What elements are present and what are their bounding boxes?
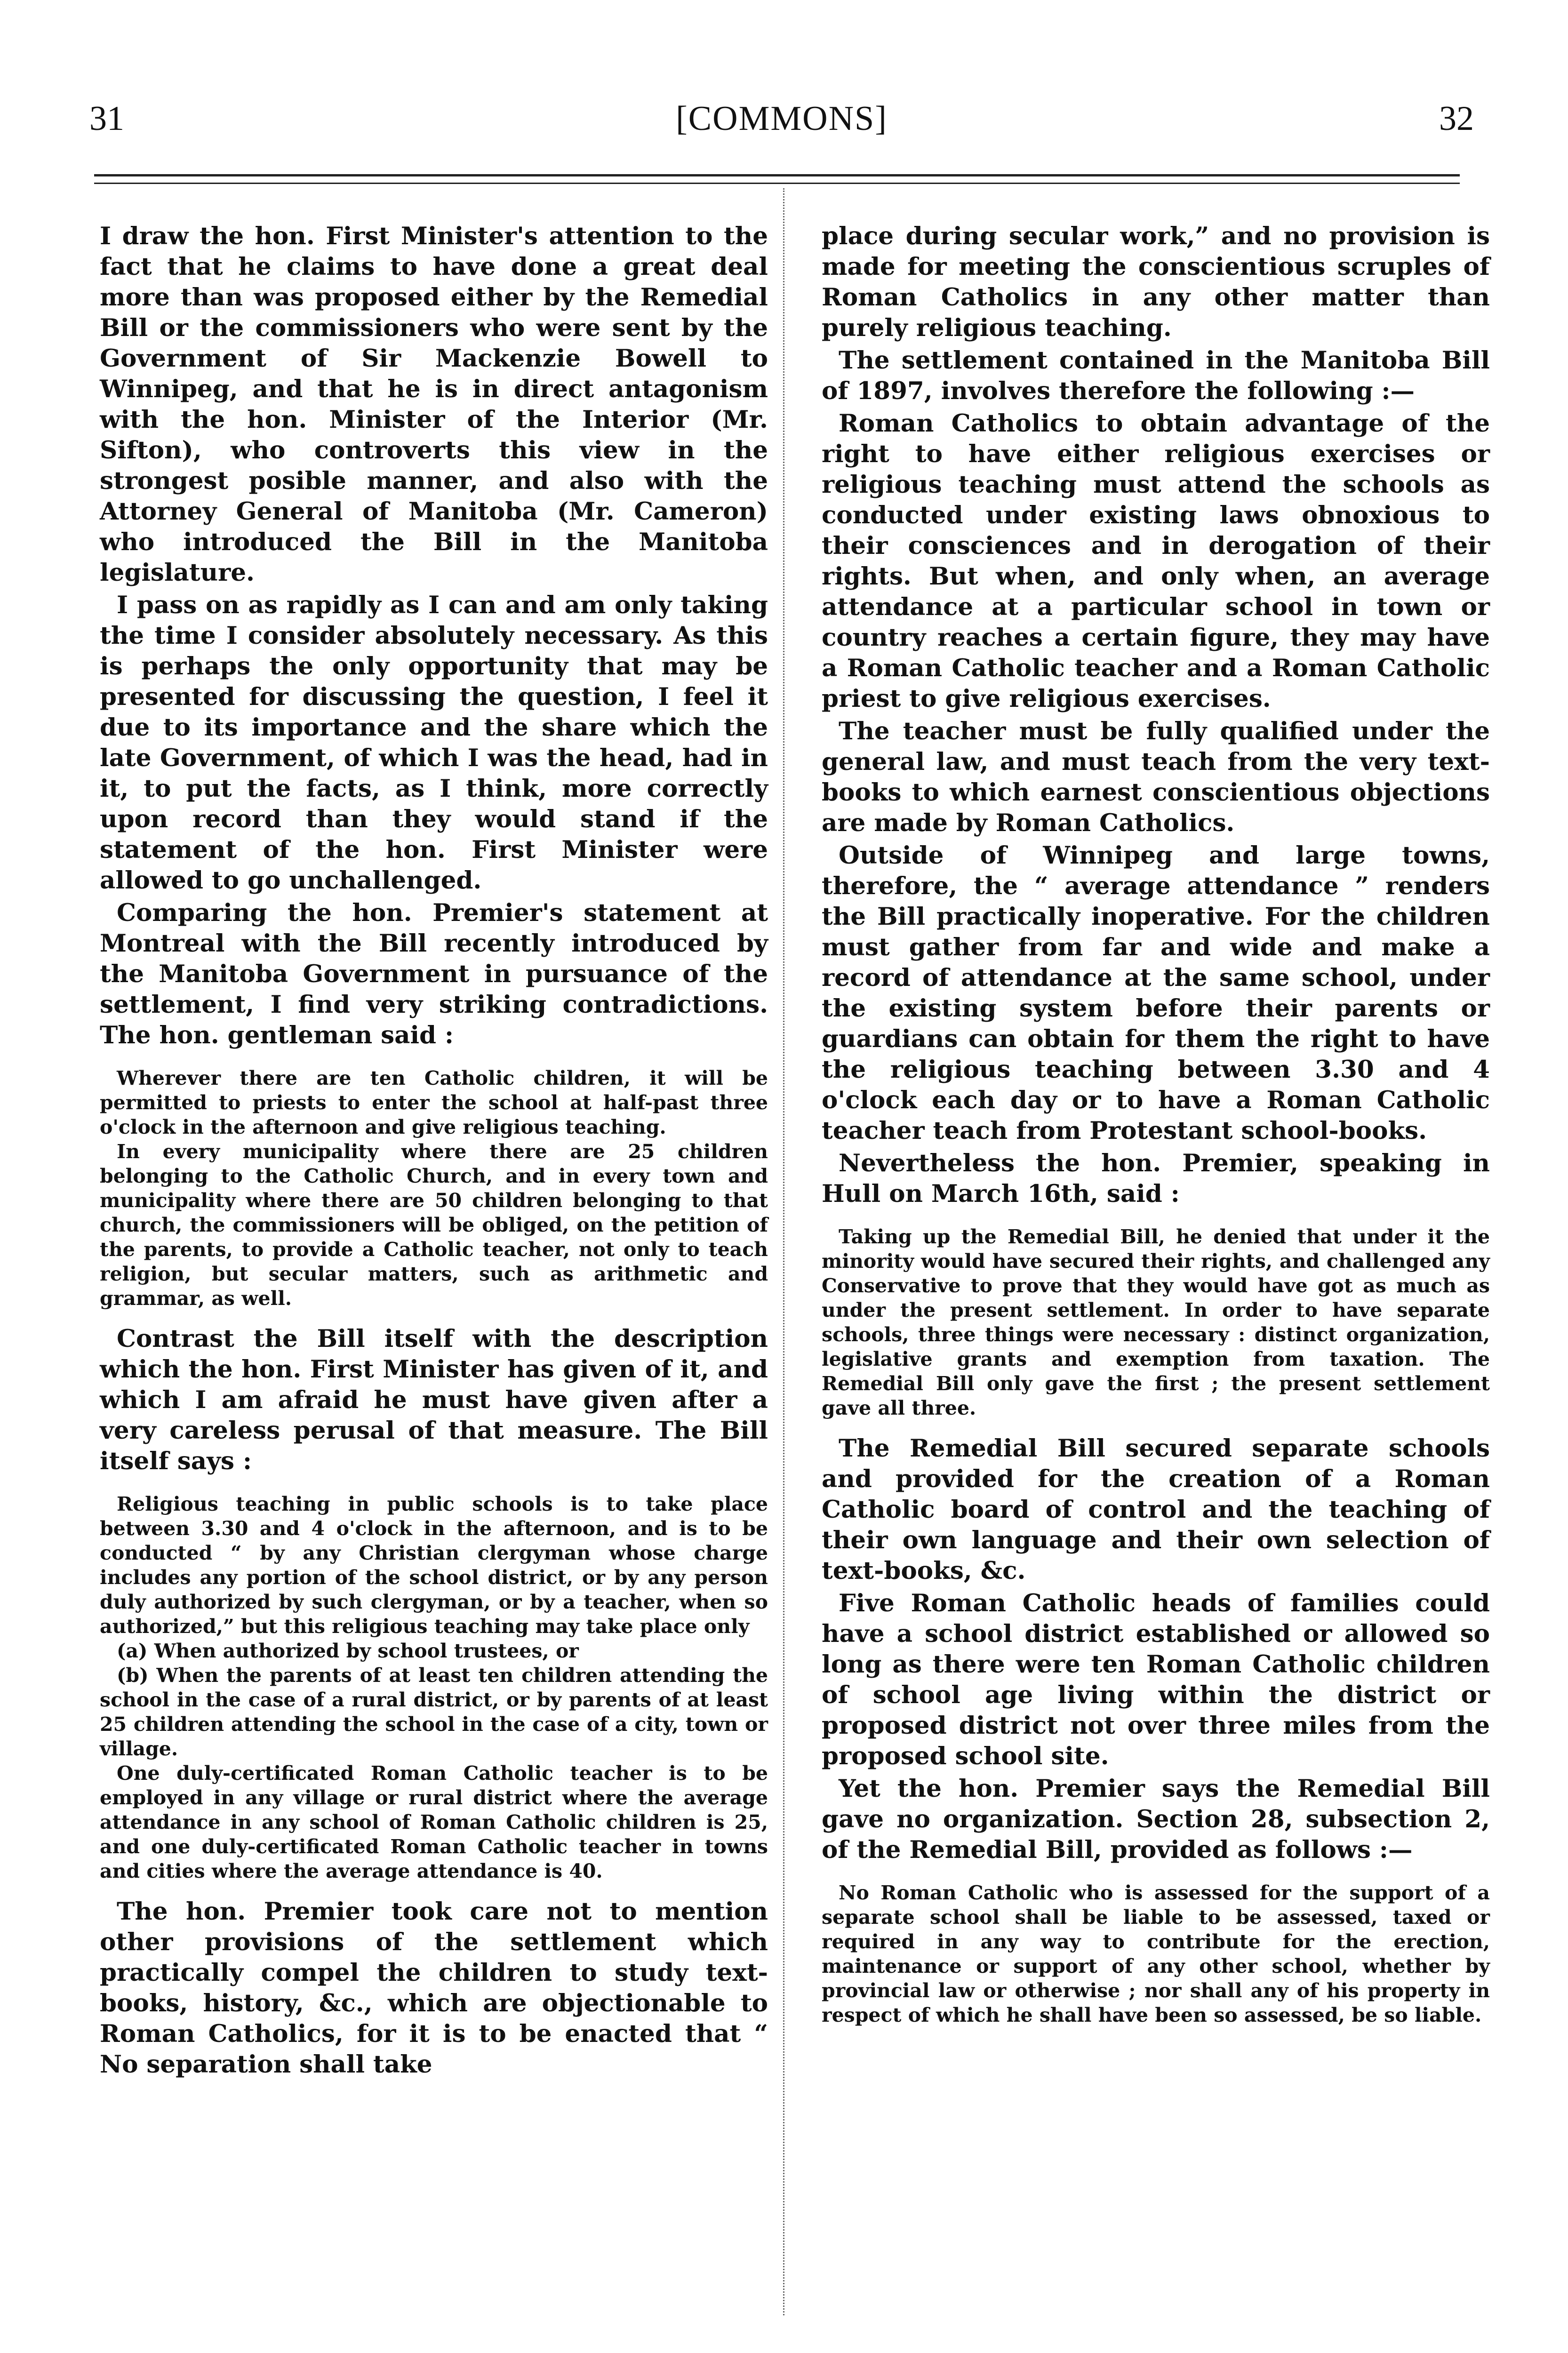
left-column [100, 221, 768, 2082]
paragraph: The hon. Premier took care not to mention other provisions of the settlement which practically compel the children to study text-books, history, &c., which are objectionable to Roman Catholics, for it is to be enacted that “ No separation shall take [100, 1897, 768, 2079]
right-column [822, 221, 1490, 2027]
paragraph: Nevertheless the hon. Premier, speaking in Hull on March 16th, said : [822, 1149, 1490, 1208]
paragraph: The Remedial Bill secured separate schools and provided for the creation of a Roman Catholic board of control and the teaching of their own language and their own selection of text-books, &c. [822, 1434, 1490, 1585]
paragraph: Comparing the hon. Premier's statement at Montreal with the Bill recently introduced by the Manitoba Government in pursuance of the settlement, I find very striking contradictions. The hon. gentleman said : [100, 899, 768, 1049]
quoted-paragraph: Wherever there are ten Catholic children, it will be permitted to priests to enter the school at half-past three o'clock in the afternoon and give religious teaching. [100, 1067, 768, 1138]
column-divider [783, 188, 784, 2315]
paragraph: Yet the hon. Premier says the Remedial Bill gave no organization. Section 28, subsection 2, of the Remedial Bill, provided as follows :— [822, 1775, 1490, 1864]
page-number-right: 32 [1439, 99, 1474, 138]
page-title: [COMMONS] [676, 99, 888, 138]
paragraph: I pass on as rapidly as I can and am only taking the time I consider absolutely necessary. As this is perhaps the only opportunity that may be presented for discussing the question, I feel it due to its importance and the share which the late Government, of which I was the head, had in it, to put the facts, as I think, more correctly upon record than they would stand if the statement of the hon. First Minister were allowed to go unchallenged. [100, 591, 768, 895]
quoted-paragraph: (b) When the parents of at least ten children attending the school in the case of a rural district, or by parents of at least 25 children attending the school in the case of a city, town or village. [100, 1664, 768, 1760]
quoted-paragraph: (a) When authorized by school trustees, or [117, 1640, 579, 1662]
paragraph: I draw the hon. First Minister's attention to the fact that he claims to have done a great deal more than was proposed either by the Remedial Bill or the commissioners who were sent by the Government of Sir Mackenzie Bowell to Winnipeg, and that he is in direct antagonism with the hon. Minister of the Interior (Mr. Sifton), who controverts this view in the strongest posible manner, and also with the Attorney General of Manitoba (Mr. Cameron) who introduced the Bill in the Manitoba legislature. [100, 222, 768, 587]
quoted-paragraph: Taking up the Remedial Bill, he denied that under it the minority would have secured their rights, and challenged any Conservative to prove that they would have got as much as under the present settlement. In order to have separate schools, three things were necessary : distinct organization, legislative grants and exemption from taxation. The Remedial Bill only gave the first ; the present settlement gave all three. [822, 1225, 1490, 1419]
quoted-paragraph: One duly-certificated Roman Catholic teacher is to be employed in any village or rural district where the average attendance in any school of Roman Catholic children is 25, and one duly-certificated Roman Catholic teacher in towns and cities where the average attendance is 40. [100, 1762, 768, 1882]
header-rule-thin [94, 183, 1460, 184]
paragraph: Outside of Winnipeg and large towns, therefore, the “ average attendance ” renders the Bill practically inoperative. For the children must gather from far and wide and make a record of attendance at the same school, under the existing system before their parents or guardians can obtain for them the right to have the religious teaching between 3.30 and 4 o'clock each day or to have a Roman Catholic teacher teach from Protestant school-books. [822, 841, 1490, 1145]
page-header [89, 99, 1474, 141]
paragraph: The teacher must be fully qualified under the general law, and must teach from the very text-books to which earnest conscientious objections are made by Roman Catholics. [822, 717, 1490, 837]
quoted-paragraph: No Roman Catholic who is assessed for the support of a separate school shall be liable to be assessed, taxed or required in any way to contribute for the erection, maintenance or support of any other school, whether by provincial law or otherwise ; nor shall any of his property in respect of which he shall have been so assessed, be so liable. [822, 1881, 1490, 2026]
paragraph: The settlement contained in the Manitoba Bill of 1897, involves therefore the following :— [822, 346, 1490, 405]
page-number-left: 31 [89, 99, 124, 138]
paragraph: Roman Catholics to obtain advantage of the right to have either religious exercises or religious teaching must attend the schools as conducted under existing laws obnoxious to their consciences and in derogation of their rights. But when, and only when, an average attendance at a particular school in town or country reaches a certain figure, they may have a Roman Catholic teacher and a Roman Catholic priest to give religious exercises. [822, 409, 1490, 713]
quoted-paragraph: In every municipality where there are 25 children belonging to the Catholic Church, and in every town and municipality where there are 50 children belonging to that church, the commissioners will be obliged, on the petition of the parents, to provide a Catholic teacher, not only to teach religion, but secular matters, such as arithmetic and grammar, as well. [100, 1140, 768, 1310]
header-rule [94, 174, 1460, 176]
quoted-paragraph: Religious teaching in public schools is to take place between 3.30 and 4 o'clock in the afternoon, and is to be conducted “ by any Christian clergyman whose charge includes any portion of the school district, or by any person duly authorized by such clergyman, or by a teacher, when so authorized,” but this religious teaching may take place only [100, 1493, 768, 1638]
paragraph: Contrast the Bill itself with the description which the hon. First Minister has given of it, and which I am afraid he must have given after a very careless perusal of that measure. The Bill itself says : [100, 1325, 768, 1475]
paragraph: place during secular work,” and no provision is made for meeting the conscientious scruples of Roman Catholics in any other matter than purely religious teaching. [822, 222, 1490, 342]
paragraph: Five Roman Catholic heads of families could have a school district established or allowed so long as there were ten Roman Catholic children of school age living within the district or proposed district not over three miles from the proposed school site. [822, 1589, 1490, 1770]
